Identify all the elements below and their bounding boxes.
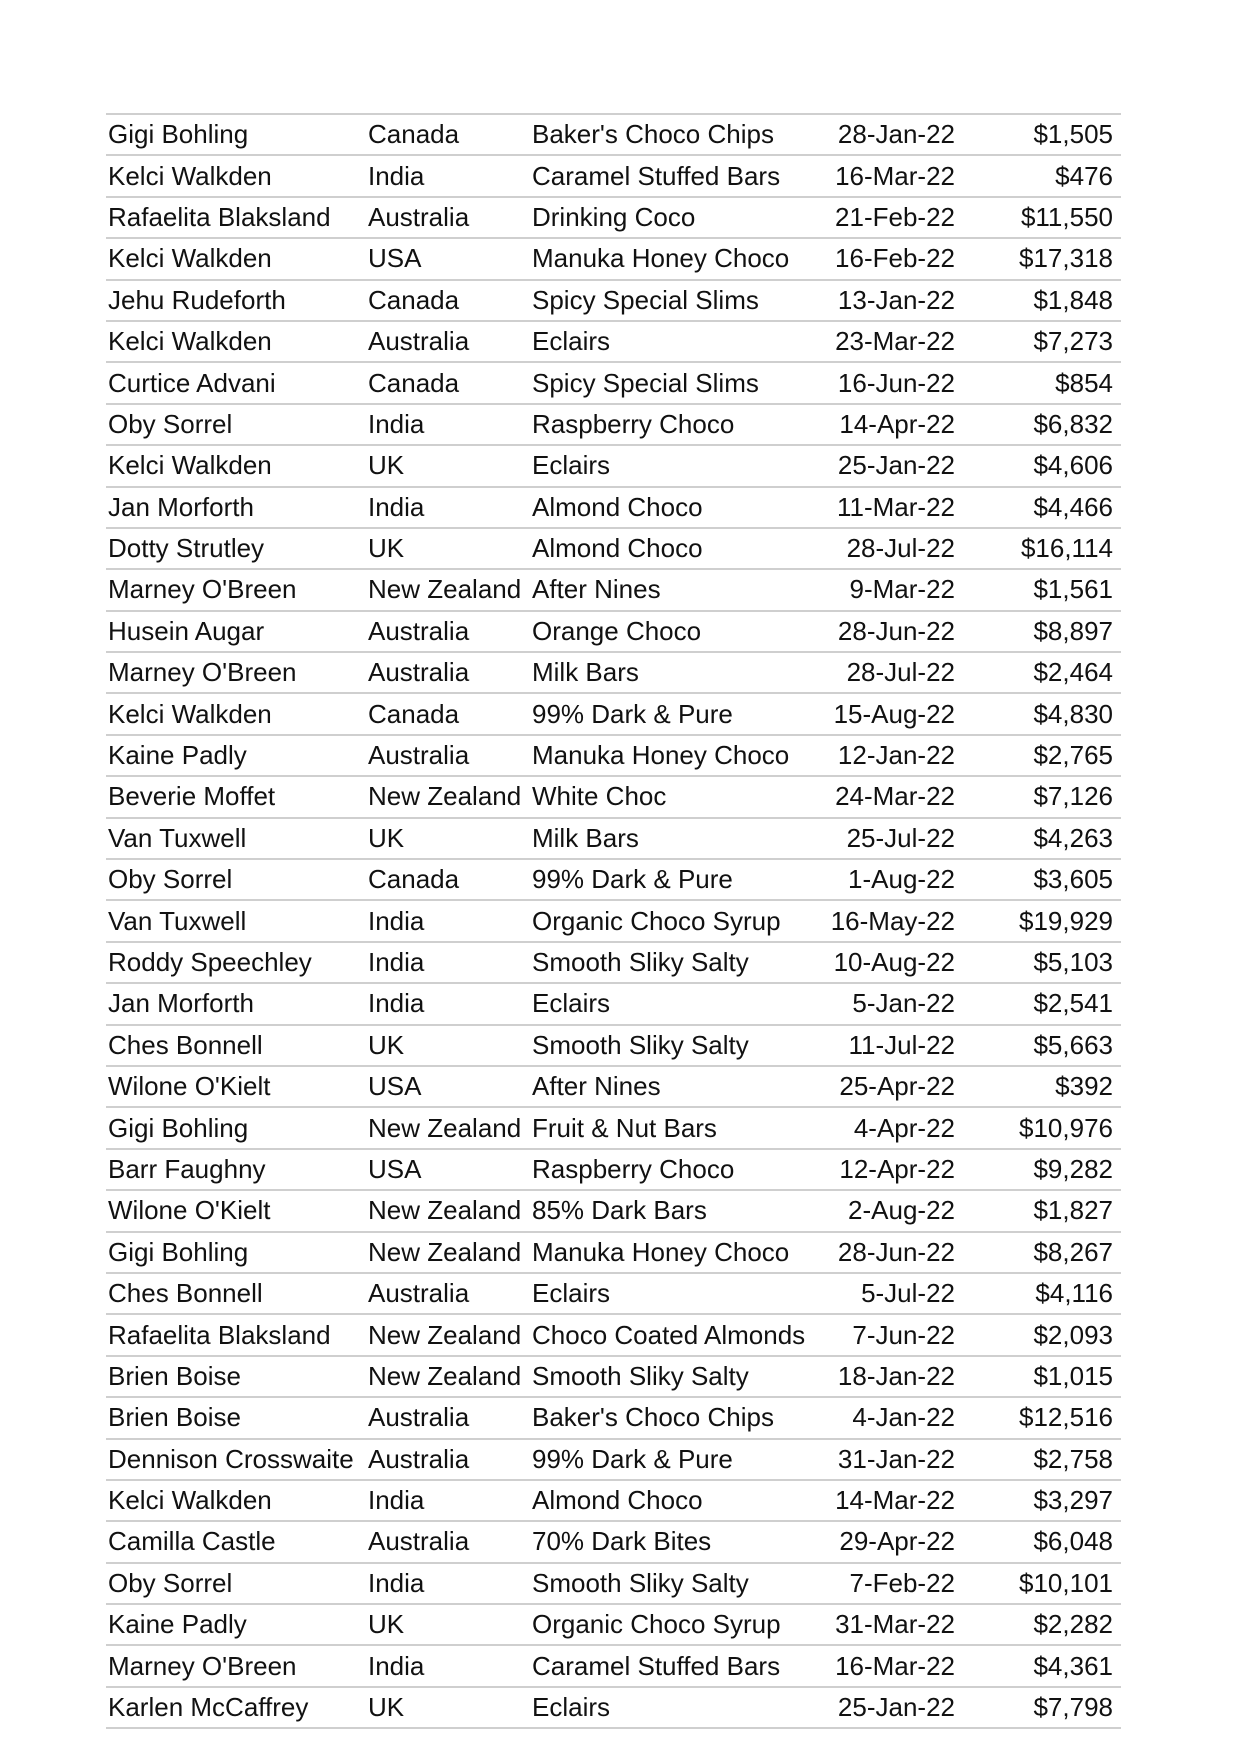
table-row	[106, 1149, 1121, 1190]
country-cell[interactable]: Canada	[366, 693, 530, 734]
country-cell[interactable]: Australia	[366, 197, 530, 238]
country-cell[interactable]: New Zealand	[366, 569, 530, 610]
country-cell[interactable]: New Zealand	[366, 776, 530, 817]
date-cell[interactable]: 23-Mar-22	[792, 321, 961, 362]
date-cell[interactable]: 28-Jan-22	[792, 114, 961, 155]
date-cell[interactable]: 7-Jun-22	[792, 1314, 961, 1355]
table-row	[106, 900, 1121, 941]
country-cell[interactable]: India	[366, 487, 530, 528]
country-cell[interactable]: Australia	[366, 735, 530, 776]
country-cell[interactable]: India	[366, 942, 530, 983]
date-cell[interactable]: 28-Jun-22	[792, 611, 961, 652]
amount-cell[interactable]: $476	[961, 155, 1121, 196]
date-cell[interactable]: 14-Apr-22	[792, 404, 961, 445]
amount-cell[interactable]: $11,550	[961, 197, 1121, 238]
country-cell[interactable]: India	[366, 155, 530, 196]
product-cell[interactable]: Smooth Sliky Salty	[530, 1025, 792, 1066]
table-row	[106, 1439, 1121, 1480]
amount-cell[interactable]: $4,263	[961, 818, 1121, 859]
sales-person-cell[interactable]: Gigi Bohling	[106, 1107, 366, 1148]
table-row	[106, 197, 1121, 238]
date-cell[interactable]: 10-Aug-22	[792, 942, 961, 983]
amount-cell[interactable]: $4,830	[961, 693, 1121, 734]
table-row	[106, 114, 1121, 155]
date-cell[interactable]: 21-Feb-22	[792, 197, 961, 238]
date-cell[interactable]: 9-Mar-22	[792, 569, 961, 610]
country-cell[interactable]: USA	[366, 238, 530, 279]
table-row	[106, 1066, 1121, 1107]
table-row	[106, 362, 1121, 403]
sales-person-cell[interactable]: Kelci Walkden	[106, 1480, 366, 1521]
amount-cell[interactable]: $7,126	[961, 776, 1121, 817]
product-cell[interactable]: Spicy Special Slims	[530, 280, 792, 321]
product-cell[interactable]: Caramel Stuffed Bars	[530, 1645, 792, 1686]
country-cell[interactable]: New Zealand	[366, 1190, 530, 1231]
country-cell[interactable]: UK	[366, 528, 530, 569]
table-row	[106, 1397, 1121, 1438]
sales-person-cell[interactable]: Oby Sorrel	[106, 859, 366, 900]
product-cell[interactable]: Smooth Sliky Salty	[530, 1563, 792, 1604]
country-cell[interactable]: India	[366, 983, 530, 1024]
date-cell[interactable]: 25-Jan-22	[792, 445, 961, 486]
sales-person-cell[interactable]: Kelci Walkden	[106, 693, 366, 734]
table-row	[106, 1563, 1121, 1604]
product-cell[interactable]: Organic Choco Syrup	[530, 1604, 792, 1645]
sales-person-cell[interactable]: Marney O'Breen	[106, 652, 366, 693]
table-row	[106, 983, 1121, 1024]
date-cell[interactable]: 5-Jan-22	[792, 983, 961, 1024]
date-cell[interactable]: 12-Apr-22	[792, 1149, 961, 1190]
amount-cell[interactable]: $1,827	[961, 1190, 1121, 1231]
date-cell[interactable]: 15-Aug-22	[792, 693, 961, 734]
sales-person-cell[interactable]: Kelci Walkden	[106, 238, 366, 279]
sales-person-cell[interactable]: Dennison Crosswaite	[106, 1439, 366, 1480]
sales-person-cell[interactable]: Gigi Bohling	[106, 1232, 366, 1273]
table-row	[106, 487, 1121, 528]
amount-cell[interactable]: $4,466	[961, 487, 1121, 528]
sales-person-cell[interactable]: Beverie Moffet	[106, 776, 366, 817]
product-cell[interactable]: Eclairs	[530, 321, 792, 362]
product-cell[interactable]: Eclairs	[530, 983, 792, 1024]
amount-cell[interactable]: $1,015	[961, 1356, 1121, 1397]
country-cell[interactable]: New Zealand	[366, 1314, 530, 1355]
date-cell[interactable]: 1-Aug-22	[792, 859, 961, 900]
product-cell[interactable]: 70% Dark Bites	[530, 1521, 792, 1562]
country-cell[interactable]: UK	[366, 1604, 530, 1645]
amount-cell[interactable]: $1,505	[961, 114, 1121, 155]
country-cell[interactable]: UK	[366, 445, 530, 486]
amount-cell[interactable]: $19,929	[961, 900, 1121, 941]
amount-cell[interactable]: $17,318	[961, 238, 1121, 279]
product-cell[interactable]: White Choc	[530, 776, 792, 817]
date-cell[interactable]: 25-Jan-22	[792, 1687, 961, 1728]
country-cell[interactable]: India	[366, 404, 530, 445]
product-cell[interactable]: Smooth Sliky Salty	[530, 942, 792, 983]
table-row	[106, 1645, 1121, 1686]
product-cell[interactable]: 99% Dark & Pure	[530, 859, 792, 900]
product-cell[interactable]: After Nines	[530, 1066, 792, 1107]
table-row	[106, 693, 1121, 734]
product-cell[interactable]: Baker's Choco Chips	[530, 1397, 792, 1438]
amount-cell[interactable]: $3,297	[961, 1480, 1121, 1521]
product-cell[interactable]: Raspberry Choco	[530, 404, 792, 445]
country-cell[interactable]: Australia	[366, 652, 530, 693]
product-cell[interactable]: Eclairs	[530, 445, 792, 486]
table-row	[106, 1025, 1121, 1066]
amount-cell[interactable]: $3,605	[961, 859, 1121, 900]
table-row	[106, 735, 1121, 776]
date-cell[interactable]: 11-Mar-22	[792, 487, 961, 528]
sales-person-cell[interactable]: Barr Faughny	[106, 1149, 366, 1190]
product-cell[interactable]: Choco Coated Almonds	[530, 1314, 792, 1355]
product-cell[interactable]: Fruit & Nut Bars	[530, 1107, 792, 1148]
amount-cell[interactable]: $2,758	[961, 1439, 1121, 1480]
amount-cell[interactable]: $2,282	[961, 1604, 1121, 1645]
country-cell[interactable]: Australia	[366, 1273, 530, 1314]
table-row	[106, 321, 1121, 362]
sales-person-cell[interactable]: Kelci Walkden	[106, 445, 366, 486]
sales-person-cell[interactable]: Husein Augar	[106, 611, 366, 652]
sales-person-cell[interactable]: Brien Boise	[106, 1356, 366, 1397]
table-row	[106, 155, 1121, 196]
date-cell[interactable]: 7-Feb-22	[792, 1563, 961, 1604]
country-cell[interactable]: Australia	[366, 1439, 530, 1480]
country-cell[interactable]: USA	[366, 1066, 530, 1107]
amount-cell[interactable]: $854	[961, 362, 1121, 403]
date-cell[interactable]: 12-Jan-22	[792, 735, 961, 776]
amount-cell[interactable]: $5,663	[961, 1025, 1121, 1066]
product-cell[interactable]: Baker's Choco Chips	[530, 114, 792, 155]
date-cell[interactable]: 13-Jan-22	[792, 280, 961, 321]
table-row	[106, 1521, 1121, 1562]
country-cell[interactable]: Australia	[366, 1397, 530, 1438]
date-cell[interactable]: 16-Mar-22	[792, 155, 961, 196]
sales-person-cell[interactable]: Rafaelita Blaksland	[106, 197, 366, 238]
sales-person-cell[interactable]: Oby Sorrel	[106, 404, 366, 445]
amount-cell[interactable]: $1,561	[961, 569, 1121, 610]
date-cell[interactable]: 25-Apr-22	[792, 1066, 961, 1107]
table-row	[106, 652, 1121, 693]
date-cell[interactable]: 18-Jan-22	[792, 1356, 961, 1397]
product-cell[interactable]: Manuka Honey Choco	[530, 238, 792, 279]
amount-cell[interactable]: $9,282	[961, 1149, 1121, 1190]
table-row	[106, 569, 1121, 610]
table-row	[106, 528, 1121, 569]
product-cell[interactable]: Almond Choco	[530, 1480, 792, 1521]
sales-person-cell[interactable]: Kelci Walkden	[106, 321, 366, 362]
table-row	[106, 776, 1121, 817]
product-cell[interactable]: Eclairs	[530, 1687, 792, 1728]
date-cell[interactable]: 29-Apr-22	[792, 1521, 961, 1562]
product-cell[interactable]: Manuka Honey Choco	[530, 1232, 792, 1273]
product-cell[interactable]: Raspberry Choco	[530, 1149, 792, 1190]
date-cell[interactable]: 16-Mar-22	[792, 1645, 961, 1686]
country-cell[interactable]: New Zealand	[366, 1356, 530, 1397]
sales-person-cell[interactable]: Kaine Padly	[106, 735, 366, 776]
product-cell[interactable]: Milk Bars	[530, 818, 792, 859]
sales-person-cell[interactable]: Gigi Bohling	[106, 114, 366, 155]
amount-cell[interactable]: $7,273	[961, 321, 1121, 362]
amount-cell[interactable]: $2,464	[961, 652, 1121, 693]
date-cell[interactable]: 28-Jul-22	[792, 528, 961, 569]
amount-cell[interactable]: $5,103	[961, 942, 1121, 983]
sales-person-cell[interactable]: Van Tuxwell	[106, 818, 366, 859]
amount-cell[interactable]: $16,114	[961, 528, 1121, 569]
product-cell[interactable]: Milk Bars	[530, 652, 792, 693]
sales-person-cell[interactable]: Jan Morforth	[106, 983, 366, 1024]
table-row	[106, 1314, 1121, 1355]
sales-person-cell[interactable]: Oby Sorrel	[106, 1563, 366, 1604]
sales-person-cell[interactable]: Ches Bonnell	[106, 1025, 366, 1066]
date-cell[interactable]: 16-Jun-22	[792, 362, 961, 403]
sales-person-cell[interactable]: Marney O'Breen	[106, 569, 366, 610]
product-cell[interactable]: Eclairs	[530, 1273, 792, 1314]
table-row	[106, 1480, 1121, 1521]
sales-person-cell[interactable]: Curtice Advani	[106, 362, 366, 403]
country-cell[interactable]: USA	[366, 1149, 530, 1190]
country-cell[interactable]: Canada	[366, 114, 530, 155]
amount-cell[interactable]: $4,116	[961, 1273, 1121, 1314]
country-cell[interactable]: UK	[366, 1687, 530, 1728]
product-cell[interactable]: Organic Choco Syrup	[530, 900, 792, 941]
sales-person-cell[interactable]: Rafaelita Blaksland	[106, 1314, 366, 1355]
sales-person-cell[interactable]: Wilone O'Kielt	[106, 1066, 366, 1107]
amount-cell[interactable]: $2,765	[961, 735, 1121, 776]
date-cell[interactable]: 14-Mar-22	[792, 1480, 961, 1521]
date-cell[interactable]: 4-Apr-22	[792, 1107, 961, 1148]
sales-person-cell[interactable]: Dotty Strutley	[106, 528, 366, 569]
sales-person-cell[interactable]: Roddy Speechley	[106, 942, 366, 983]
sales-table	[106, 113, 1121, 1729]
table-row	[106, 280, 1121, 321]
table-row	[106, 859, 1121, 900]
date-cell[interactable]: 2-Aug-22	[792, 1190, 961, 1231]
sales-person-cell[interactable]: Van Tuxwell	[106, 900, 366, 941]
table-row	[106, 1687, 1121, 1728]
product-cell[interactable]: 99% Dark & Pure	[530, 1439, 792, 1480]
date-cell[interactable]: 4-Jan-22	[792, 1397, 961, 1438]
amount-cell[interactable]: $6,048	[961, 1521, 1121, 1562]
table-row	[106, 1356, 1121, 1397]
date-cell[interactable]: 28-Jun-22	[792, 1232, 961, 1273]
country-cell[interactable]: UK	[366, 818, 530, 859]
sales-person-cell[interactable]: Kaine Padly	[106, 1604, 366, 1645]
table-row	[106, 1232, 1121, 1273]
sales-person-cell[interactable]: Jan Morforth	[106, 487, 366, 528]
date-cell[interactable]: 16-Feb-22	[792, 238, 961, 279]
date-cell[interactable]: 25-Jul-22	[792, 818, 961, 859]
table-row	[106, 238, 1121, 279]
country-cell[interactable]: India	[366, 1563, 530, 1604]
amount-cell[interactable]: $1,848	[961, 280, 1121, 321]
product-cell[interactable]: Caramel Stuffed Bars	[530, 155, 792, 196]
amount-cell[interactable]: $8,267	[961, 1232, 1121, 1273]
date-cell[interactable]: 31-Mar-22	[792, 1604, 961, 1645]
country-cell[interactable]: UK	[366, 1025, 530, 1066]
product-cell[interactable]: Manuka Honey Choco	[530, 735, 792, 776]
table-row	[106, 611, 1121, 652]
product-cell[interactable]: Almond Choco	[530, 487, 792, 528]
amount-cell[interactable]: $10,976	[961, 1107, 1121, 1148]
amount-cell[interactable]: $4,361	[961, 1645, 1121, 1686]
date-cell[interactable]: 16-May-22	[792, 900, 961, 941]
sales-person-cell[interactable]: Brien Boise	[106, 1397, 366, 1438]
product-cell[interactable]: Smooth Sliky Salty	[530, 1356, 792, 1397]
country-cell[interactable]: New Zealand	[366, 1107, 530, 1148]
amount-cell[interactable]: $7,798	[961, 1687, 1121, 1728]
country-cell[interactable]: Australia	[366, 321, 530, 362]
country-cell[interactable]: New Zealand	[366, 1232, 530, 1273]
product-cell[interactable]: Spicy Special Slims	[530, 362, 792, 403]
table-row	[106, 942, 1121, 983]
product-cell[interactable]: Drinking Coco	[530, 197, 792, 238]
amount-cell[interactable]: $4,606	[961, 445, 1121, 486]
sales-table-body	[106, 114, 1121, 1728]
country-cell[interactable]: Australia	[366, 611, 530, 652]
table-row	[106, 1273, 1121, 1314]
sales-person-cell[interactable]: Marney O'Breen	[106, 1645, 366, 1686]
sales-person-cell[interactable]: Kelci Walkden	[106, 155, 366, 196]
table-row	[106, 818, 1121, 859]
country-cell[interactable]: India	[366, 1480, 530, 1521]
product-cell[interactable]: 85% Dark Bars	[530, 1190, 792, 1231]
country-cell[interactable]: Canada	[366, 362, 530, 403]
table-row	[106, 404, 1121, 445]
amount-cell[interactable]: $392	[961, 1066, 1121, 1107]
amount-cell[interactable]: $2,541	[961, 983, 1121, 1024]
date-cell[interactable]: 28-Jul-22	[792, 652, 961, 693]
table-row	[106, 1604, 1121, 1645]
country-cell[interactable]: Canada	[366, 280, 530, 321]
date-cell[interactable]: 5-Jul-22	[792, 1273, 961, 1314]
country-cell[interactable]: India	[366, 1645, 530, 1686]
amount-cell[interactable]: $12,516	[961, 1397, 1121, 1438]
date-cell[interactable]: 24-Mar-22	[792, 776, 961, 817]
product-cell[interactable]: Orange Choco	[530, 611, 792, 652]
amount-cell[interactable]: $8,897	[961, 611, 1121, 652]
amount-cell[interactable]: $10,101	[961, 1563, 1121, 1604]
product-cell[interactable]: After Nines	[530, 569, 792, 610]
country-cell[interactable]: India	[366, 900, 530, 941]
sales-person-cell[interactable]: Jehu Rudeforth	[106, 280, 366, 321]
table-row	[106, 1190, 1121, 1231]
date-cell[interactable]: 31-Jan-22	[792, 1439, 961, 1480]
amount-cell[interactable]: $6,832	[961, 404, 1121, 445]
sales-person-cell[interactable]: Ches Bonnell	[106, 1273, 366, 1314]
sales-person-cell[interactable]: Karlen McCaffrey	[106, 1687, 366, 1728]
date-cell[interactable]: 11-Jul-22	[792, 1025, 961, 1066]
product-cell[interactable]: 99% Dark & Pure	[530, 693, 792, 734]
amount-cell[interactable]: $2,093	[961, 1314, 1121, 1355]
country-cell[interactable]: Canada	[366, 859, 530, 900]
sales-person-cell[interactable]: Camilla Castle	[106, 1521, 366, 1562]
product-cell[interactable]: Almond Choco	[530, 528, 792, 569]
sales-person-cell[interactable]: Wilone O'Kielt	[106, 1190, 366, 1231]
table-row	[106, 445, 1121, 486]
country-cell[interactable]: Australia	[366, 1521, 530, 1562]
table-row	[106, 1107, 1121, 1148]
